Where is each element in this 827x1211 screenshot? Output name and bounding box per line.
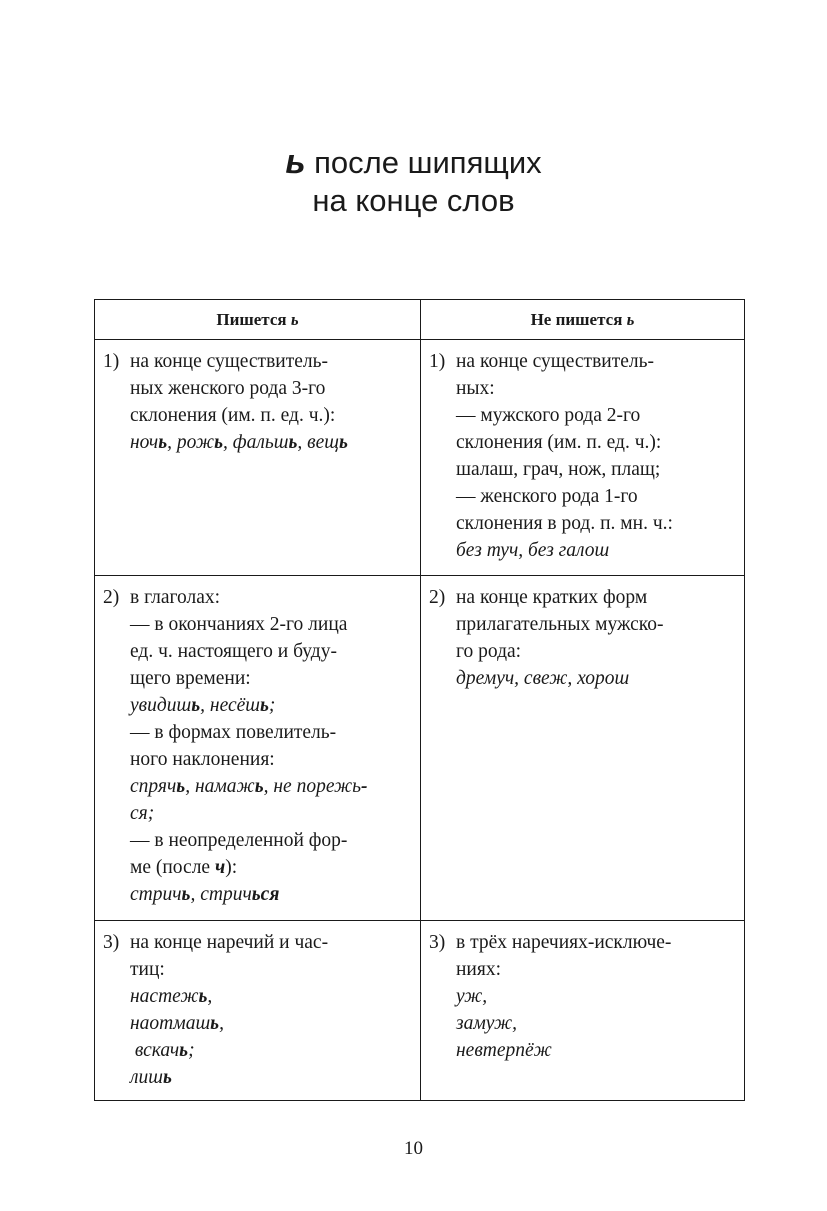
example-line: невтерпёж (456, 1040, 552, 1061)
table-row (95, 921, 745, 1101)
example-line: увидишь, несёшь; (130, 695, 276, 716)
example-line: уж, (456, 986, 488, 1007)
page-title-line-2: на конце слов (312, 183, 515, 218)
table-row (95, 576, 745, 921)
example-line: лишь (130, 1067, 172, 1088)
rule-cell-written-3: 3) на конце наречий и час- тиц: настежь, наотмашь, вскачь; лишь (95, 921, 421, 1101)
rule-number: 3) (429, 932, 446, 953)
example-line: спрячь, намажь, не порежь- (130, 776, 368, 797)
rule-cell-written-2: 2) в глаголах: — в окончаниях 2-го лица ед. ч. настоящего и буду- щего времени: увидишь, несёшь; — в формах повелитель- ного наклонения: спрячь, намажь, не порежь- ся; — в неопределенной фор- ме (после ч): стричь, стричься (95, 576, 421, 921)
header-written: Пишется ь (95, 300, 421, 340)
rule-number: 1) (429, 351, 446, 372)
header-not-written: Не пишется ь (421, 300, 745, 340)
rules-table (94, 299, 745, 1101)
rule-cell-written-1: 1) на конце существитель- ных женского рода 3-го склонения (им. п. ед. ч.): ночь, рожь, фальшь, вещь (95, 340, 421, 576)
example-line: ся; (130, 803, 155, 824)
rule-number: 1) (103, 351, 120, 372)
table-row (95, 340, 745, 576)
rule-number: 3) (103, 932, 120, 953)
example-line: наотмашь, (130, 1013, 224, 1034)
example-line: настежь, (130, 986, 213, 1007)
page-title-line-1 (0, 143, 827, 182)
rule-number: 2) (103, 587, 120, 608)
title-text-1: после шипящих (314, 145, 542, 180)
rule-cell-not-written-3: 3) в трёх наречиях-исключе- ниях: уж, замуж, невтерпёж (421, 921, 745, 1101)
page-number: 10 (404, 1138, 423, 1159)
example-line: вскачь; (134, 1040, 195, 1061)
example-line: стричь, стричься (130, 884, 280, 905)
rule-cell-not-written-2: 2) на конце кратких форм прилагательных мужско- го рода: дремуч, свеж, хорош (421, 576, 745, 921)
rule-cell-not-written-1: 1) на конце существитель- ных: — мужского рода 2-го склонения (им. п. ед. ч.): шалаш, грач, нож, плащ; — женского рода 1-го склонения в род. п. мн. ч.: без туч, без галош (421, 340, 745, 576)
soft-sign-letter: ь (285, 143, 306, 181)
example-line: дремуч, свеж, хорош (456, 668, 630, 689)
table-header-row (95, 300, 745, 340)
rule-number: 2) (429, 587, 446, 608)
example-line: замуж, (456, 1013, 517, 1034)
example-line: ночь, рожь, фальшь, вещь (130, 432, 348, 453)
example-line: без туч, без галош (456, 540, 610, 561)
